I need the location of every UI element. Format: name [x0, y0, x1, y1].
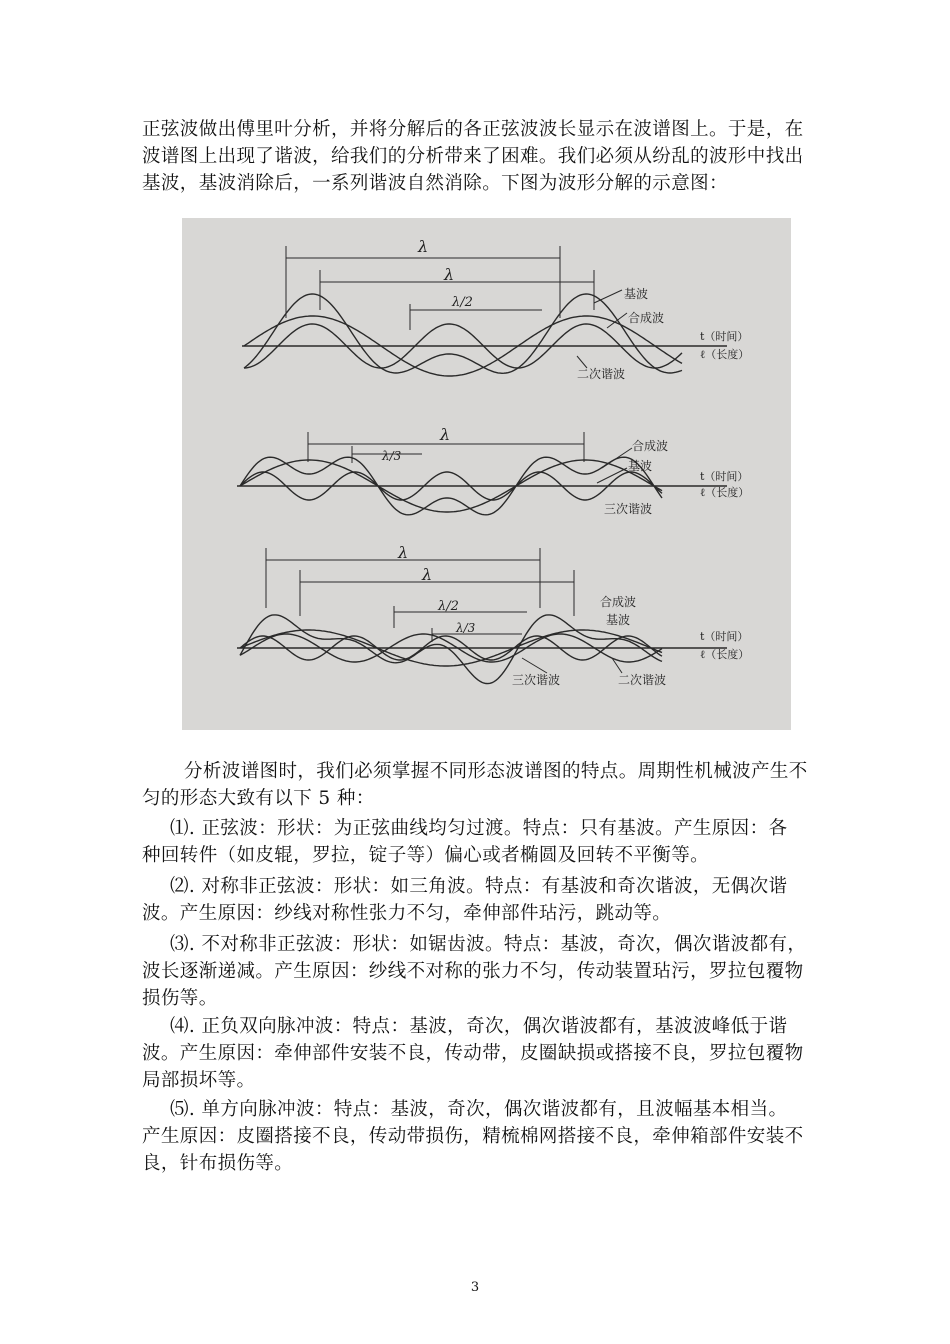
text-line: 种回转件（如皮辊，罗拉，锭子等）偏心或者椭圆及回转不平衡等。 — [142, 845, 710, 866]
text-line: 良，针布损伤等。 — [142, 1153, 294, 1174]
time-axis-label: t（时间） — [700, 470, 749, 483]
text-line: 局部损坏等。 — [142, 1070, 256, 1091]
list-item — [142, 815, 814, 869]
half-lambda-label: λ/2 — [438, 599, 459, 614]
list-item — [142, 1096, 814, 1177]
text-line: ⑸. 单方向脉冲波：特点：基波，奇次，偶次谐波都有，且波幅基本相当。 — [170, 1099, 788, 1120]
time-axis-label: t（时间） — [700, 630, 749, 643]
length-axis-label: ℓ（长度） — [700, 486, 750, 499]
harmonic-wave-label: 三次谐波 — [512, 673, 561, 687]
text-line: ⑵. 对称非正弦波：形状：如三角波。特点：有基波和奇次谐波，无偶次谐 — [170, 876, 788, 897]
half-lambda-label: λ/2 — [452, 295, 473, 310]
text-line: 产生原因：皮圈搭接不良，传动带损伤，精梳棉网搭接不良，牵伸箱部件安装不 — [142, 1126, 804, 1147]
length-axis-label: ℓ（长度） — [700, 648, 750, 661]
waveform-decomposition-figure — [182, 218, 791, 730]
composite-wave-label: 合成波 — [600, 595, 637, 609]
intro-paragraph — [142, 116, 814, 197]
lambda-label: λ — [440, 425, 451, 444]
lambda-label: λ — [398, 543, 409, 562]
composite-wave — [240, 615, 662, 684]
text-line: 波谱图上出现了谐波，给我们的分析带来了困难。我们必须从纷乱的波形中找出 — [142, 146, 804, 167]
text-line: 损伤等。 — [142, 988, 218, 1009]
harmonic-wave-label: 三次谐波 — [604, 502, 653, 516]
base-wave-label: 基波 — [628, 459, 653, 473]
base-wave-label: 基波 — [606, 613, 631, 627]
lambda-label: λ — [422, 565, 433, 584]
base-wave-label: 基波 — [624, 287, 649, 301]
text-line: 匀的形态大致有以下 5 种： — [142, 788, 375, 809]
text-line: ⑴. 正弦波：形状：为正弦曲线均匀过渡。特点：只有基波。产生原因：各 — [170, 818, 788, 839]
text-line: 波长逐渐递减。产生原因：纱线不对称的张力不匀，传动装置玷污，罗拉包覆物 — [142, 961, 804, 982]
composite-wave-label: 合成波 — [632, 439, 669, 453]
composite-wave-label: 合成波 — [628, 311, 665, 325]
text-line: 正弦波做出傅里叶分析，并将分解后的各正弦波波长显示在波谱图上。于是，在 — [142, 119, 804, 140]
page-number: 3 — [470, 1280, 480, 1295]
text-line: 分析波谱图时，我们必须掌握不同形态波谱图的特点。周期性机械波产生不 — [184, 761, 808, 782]
text-line: 波。产生原因：牵伸部件安装不良，传动带，皮圈缺损或搭接不良，罗拉包覆物 — [142, 1043, 804, 1064]
time-axis-label: t（时间） — [700, 330, 749, 343]
text-line: 波。产生原因：纱线对称性张力不匀，牵伸部件玷污，跳动等。 — [142, 903, 672, 924]
text-line: ⑷. 正负双向脉冲波：特点：基波，奇次，偶次谐波都有，基波波峰低于谐 — [170, 1016, 788, 1037]
harmonic-wave-label: 二次谐波 — [577, 367, 626, 381]
third-lambda-label: λ/3 — [456, 621, 476, 635]
analysis-paragraph — [142, 758, 814, 812]
list-item — [142, 931, 814, 1012]
text-line: 基波，基波消除后，一系列谐波自然消除。下图为波形分解的示意图： — [142, 173, 728, 194]
lambda-label: λ — [444, 265, 455, 284]
harmonic-wave-label: 二次谐波 — [618, 673, 667, 687]
text-line: ⑶. 不对称非正弦波：形状：如锯齿波。特点：基波，奇次，偶次谐波都有， — [170, 934, 807, 955]
length-axis-label: ℓ（长度） — [700, 348, 750, 361]
list-item — [142, 1013, 814, 1094]
lambda-label: λ — [418, 237, 429, 256]
list-item — [142, 873, 814, 927]
third-lambda-label: λ/3 — [382, 449, 402, 463]
